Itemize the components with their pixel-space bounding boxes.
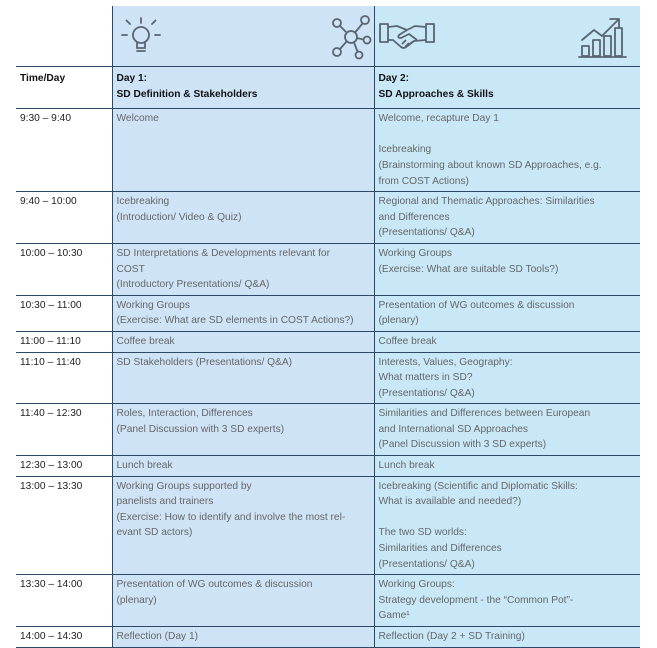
session-text: Strategy development - the “Common Pot”- — [378, 594, 574, 606]
session-text: Working Groups supported by — [116, 480, 252, 492]
session-text: Lunch break — [378, 460, 435, 472]
session-text: SD Stakeholders (Presentations/ Q&A) — [116, 356, 293, 368]
session-text: (Presentations/ Q&A) — [378, 227, 475, 239]
icon-row — [16, 6, 640, 67]
time-slot: 9:30 – 9:40 — [20, 113, 71, 125]
session-text: Game¹ — [378, 610, 410, 622]
session-text: from COST Actions) — [378, 175, 469, 187]
session-text: evant SD actors) — [116, 527, 193, 539]
day1-session-cell — [112, 295, 374, 331]
header-time-day — [16, 67, 112, 109]
time-slot: 11:10 – 11:40 — [20, 356, 81, 368]
spacer — [379, 510, 637, 526]
time-slot: 12:30 – 13:00 — [20, 460, 83, 472]
session-text: Regional and Thematic Approaches: Similarities — [378, 196, 595, 208]
time-slot: 10:30 – 11:00 — [20, 299, 82, 311]
session-text: Coffee break — [378, 335, 437, 347]
day2-session-cell — [374, 627, 640, 648]
session-text: What matters in SD? — [378, 372, 473, 384]
time-cell — [16, 243, 112, 295]
session-text: Coffee break — [116, 335, 175, 347]
header-day2 — [374, 67, 640, 109]
handshake-icon — [379, 20, 435, 54]
day2-session-cell — [374, 295, 640, 331]
header-day1 — [112, 67, 374, 109]
session-text: (Introduction/ Video & Quiz) — [116, 211, 242, 223]
day1-session-cell — [112, 456, 374, 477]
day2-session-cell — [374, 476, 640, 575]
day1-session-cell — [112, 352, 374, 404]
header-row — [16, 67, 640, 109]
time-day-label: Time/Day — [20, 73, 66, 84]
spacer — [379, 127, 637, 143]
day2-session-cell — [374, 352, 640, 404]
session-text: (Exercise: How to identify and involve the most rel- — [116, 511, 346, 523]
day1-session-cell — [112, 575, 374, 627]
session-text: (Brainstorming about known SD Approaches, e.g. — [378, 159, 602, 171]
session-text: (Presentations/ Q&A) — [378, 387, 475, 399]
session-text: and Differences — [378, 211, 450, 223]
time-slot: 10:00 – 10:30 — [20, 247, 83, 259]
day2-subtitle: SD Approaches & Skills — [378, 88, 494, 100]
time-slot: 11:40 – 12:30 — [20, 408, 82, 420]
session-text: Similarities and Differences — [378, 543, 502, 555]
time-slot: 13:30 – 14:00 — [20, 579, 83, 591]
day1-session-cell — [112, 243, 374, 295]
session-text: and International SD Approaches — [378, 423, 529, 435]
icon-row-empty-cell — [16, 6, 112, 67]
session-text: Welcome, recapture Day 1 — [378, 113, 499, 125]
day1-icon-cell — [112, 6, 374, 67]
day2-title: Day 2: — [378, 73, 410, 84]
session-text: Working Groups — [116, 299, 190, 311]
session-text: Similarities and Differences between European — [378, 408, 591, 420]
session-text: Interests, Values, Geography: — [378, 356, 513, 368]
time-cell — [16, 575, 112, 627]
session-text: Welcome — [116, 113, 159, 125]
time-cell — [16, 192, 112, 244]
schedule-row — [16, 627, 640, 648]
time-cell — [16, 352, 112, 404]
session-text: (Introductory Presentations/ Q&A) — [116, 279, 270, 291]
time-cell — [16, 456, 112, 477]
day2-session-cell — [374, 109, 640, 192]
day1-session-cell — [112, 109, 374, 192]
day1-session-cell — [112, 404, 374, 456]
schedule-table — [16, 6, 640, 648]
day2-session-cell — [374, 456, 640, 477]
schedule-row — [16, 456, 640, 477]
time-slot: 13:00 – 13:30 — [20, 480, 83, 492]
time-slot: 11:00 – 11:10 — [20, 335, 81, 347]
schedule-row — [16, 109, 640, 192]
day1-subtitle: SD Definition & Stakeholders — [116, 88, 258, 100]
session-text: (Exercise: What are SD elements in COST Actions?) — [116, 315, 354, 327]
day2-session-cell — [374, 575, 640, 627]
session-text: panelists and trainers — [116, 496, 214, 508]
session-text: (Presentations/ Q&A) — [378, 558, 475, 570]
session-text: Working Groups — [378, 247, 452, 259]
day1-title: Day 1: — [116, 73, 148, 84]
session-text: (plenary) — [378, 315, 419, 327]
day2-session-cell — [374, 331, 640, 352]
schedule-row — [16, 352, 640, 404]
session-text: Lunch break — [116, 460, 173, 472]
schedule-row — [16, 192, 640, 244]
session-text: Presentation of WG outcomes & discussion — [116, 579, 313, 591]
session-text: (plenary) — [116, 594, 157, 606]
schedule-row — [16, 295, 640, 331]
session-text: Reflection (Day 2 + SD Training) — [378, 631, 525, 642]
network-icon — [329, 14, 373, 60]
schedule-row — [16, 476, 640, 575]
schedule-row — [16, 243, 640, 295]
day1-session-cell — [112, 476, 374, 575]
time-cell — [16, 476, 112, 575]
session-text: Reflection (Day 1) — [116, 631, 199, 642]
schedule-row — [16, 331, 640, 352]
session-text: Icebreaking (Scientific and Diplomatic Skills: — [378, 480, 578, 492]
session-text: Presentation of WG outcomes & discussion — [378, 299, 575, 311]
growth-chart-icon — [578, 10, 630, 60]
session-text: Roles, Interaction, Differences — [116, 408, 253, 420]
session-text: Working Groups: — [378, 579, 455, 591]
day1-session-cell — [112, 627, 374, 648]
time-cell — [16, 109, 112, 192]
day2-session-cell — [374, 243, 640, 295]
time-cell — [16, 331, 112, 352]
session-text: The two SD worlds: — [378, 527, 467, 539]
day1-session-cell — [112, 192, 374, 244]
schedule-row — [16, 404, 640, 456]
schedule-row — [16, 575, 640, 627]
session-text: Icebreaking — [116, 196, 170, 208]
session-text: COST — [116, 263, 145, 275]
day1-session-cell — [112, 331, 374, 352]
time-slot: 9:40 – 10:00 — [20, 196, 77, 208]
lightbulb-icon — [119, 14, 163, 58]
day2-icon-cell — [374, 6, 640, 67]
session-text: Icebreaking — [378, 144, 432, 156]
session-text: (Exercise: What are suitable SD Tools?) — [378, 263, 559, 275]
time-cell — [16, 627, 112, 648]
session-text: SD Interpretations & Developments relevant for — [116, 247, 330, 259]
day2-session-cell — [374, 192, 640, 244]
time-slot: 14:00 – 14:30 — [20, 631, 83, 642]
time-cell — [16, 404, 112, 456]
session-text: What is available and needed?) — [378, 496, 522, 508]
day2-session-cell — [374, 404, 640, 456]
session-text: (Panel Discussion with 3 SD experts) — [116, 423, 285, 435]
time-cell — [16, 295, 112, 331]
session-text: (Panel Discussion with 3 SD experts) — [378, 439, 547, 451]
